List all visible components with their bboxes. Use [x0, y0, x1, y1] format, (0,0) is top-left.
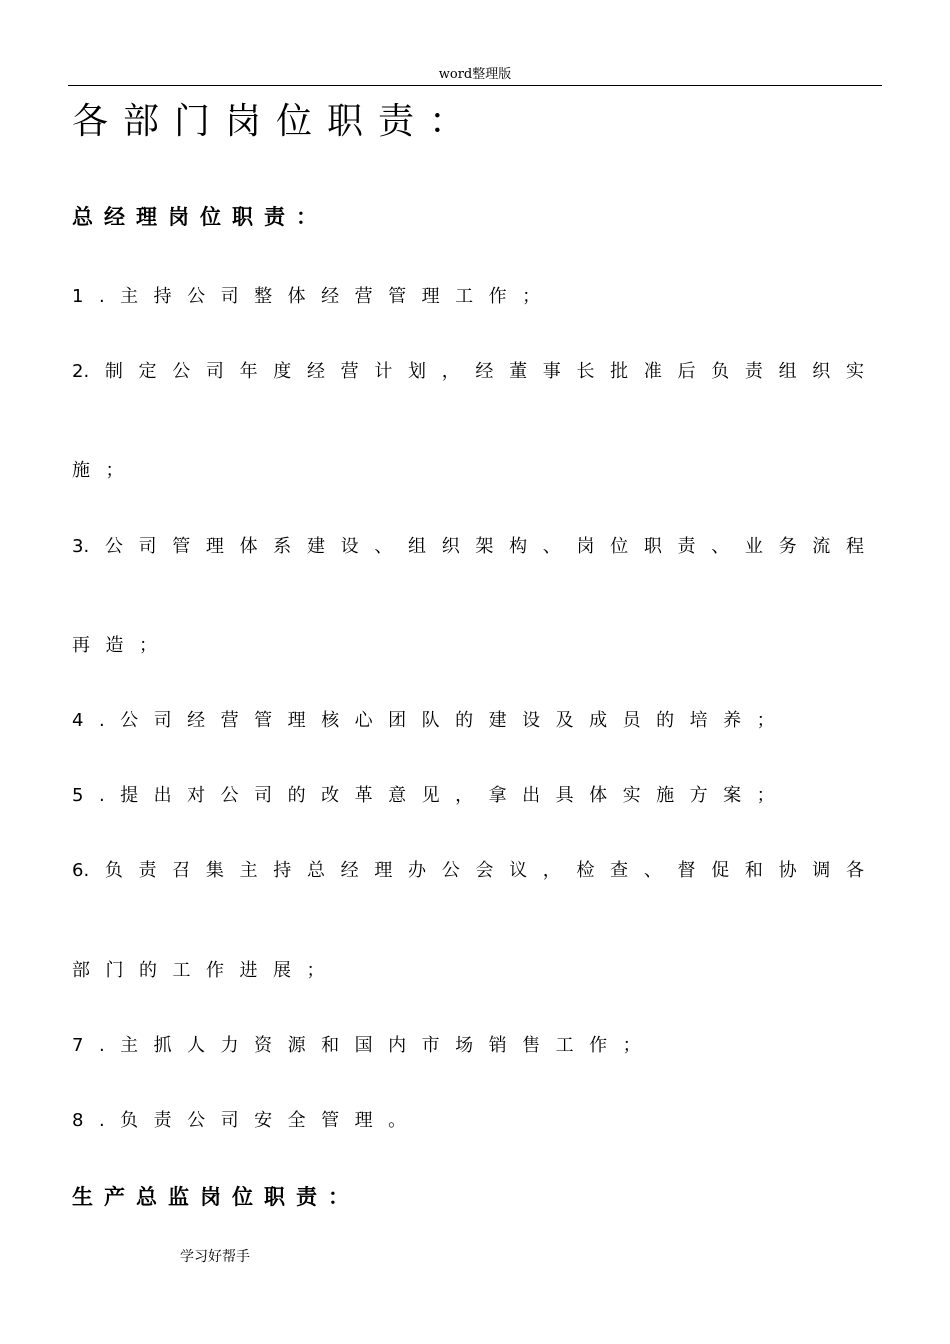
duty-line-2: 2.制定公司年度经营计划，经董事长批准后负责组织实	[72, 361, 864, 382]
duty-line-6-continued: 部门的工作进展；	[72, 960, 340, 981]
header-text: word整理版	[438, 67, 512, 82]
duty-line-7: 7.主抓人力资源和国内市场销售工作；	[72, 1035, 657, 1056]
duty-line-3-continued: 再造；	[72, 635, 173, 656]
document-title: 各部门岗位职责：	[72, 101, 481, 142]
section-heading-general-manager: 总经理岗位职责：	[72, 205, 328, 229]
duty-line-3: 3.公司管理体系建设、组织架构、岗位职责、业务流程	[72, 536, 864, 557]
duty-line-2-continued: 施；	[72, 460, 139, 481]
duty-line-8: 8.负责公司安全管理。	[72, 1110, 422, 1131]
header-divider	[68, 85, 882, 86]
duty-line-6: 6.负责召集主持总经理办公会议，检查、督促和协调各	[72, 860, 864, 881]
section-heading-production-director: 生产总监岗位职责：	[72, 1185, 360, 1209]
footer-text: 学习好帮手	[180, 1249, 250, 1265]
duty-line-1: 1.主持公司整体经营管理工作；	[72, 286, 556, 307]
duty-line-5: 5.提出对公司的改革意见，拿出具体实施方案；	[72, 785, 791, 806]
duty-line-4: 4.公司经营管理核心团队的建设及成员的培养；	[72, 710, 791, 731]
